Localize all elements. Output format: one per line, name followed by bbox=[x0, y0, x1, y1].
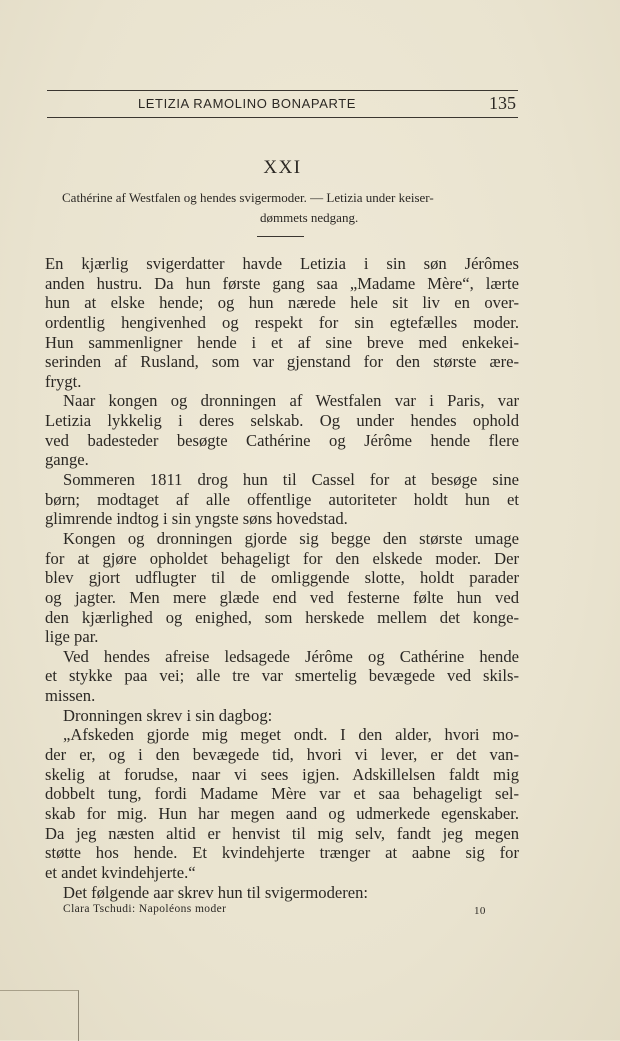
text-line: støtte hos hende. Et kvindehjerte trænger at aabne sig for bbox=[45, 843, 519, 863]
text-line: der er, og i den bevægede tid, hvori vi lever, er det van- bbox=[45, 745, 519, 765]
text-line: blev gjort udflugter til de omliggende slotte, holdt parader bbox=[45, 568, 519, 588]
text-line: dobbelt tung, fordi Madame Mère var et saa behageligt sel- bbox=[45, 784, 519, 804]
text-line: Dronningen skrev i sin dagbog: bbox=[63, 705, 273, 725]
text-line: Kongen og dronningen gjorde sig begge den største umage bbox=[63, 528, 519, 548]
text-line: hun at elske hende; og hun nærede hele sit liv en over- bbox=[45, 293, 519, 313]
text-line: lige par. bbox=[45, 627, 99, 647]
signature-mark: 10 bbox=[474, 905, 486, 917]
chapter-summary-line: dømmets nedgang. bbox=[260, 210, 359, 225]
running-head: LETIZIA RAMOLINO BONAPARTE bbox=[137, 96, 357, 111]
section-separator bbox=[257, 236, 304, 237]
header-rule-top bbox=[47, 90, 518, 91]
text-line: børn; modtaget af alle offentlige autoriteter holdt hun et bbox=[45, 489, 519, 509]
body-text bbox=[45, 254, 519, 902]
text-line: Naar kongen og dronningen af Westfalen var i Paris, var bbox=[63, 391, 519, 411]
chapter-number: XXI bbox=[263, 157, 302, 178]
page-number: 135 bbox=[489, 93, 516, 113]
page-footer bbox=[47, 903, 518, 923]
text-line: Da jeg næsten altid er henvist til mig selv, fandt jeg megen bbox=[45, 823, 519, 843]
text-line: frygt. bbox=[45, 371, 82, 391]
text-line: gange. bbox=[45, 450, 89, 470]
text-line: serinden af Rusland, som var gjenstand for den største ære- bbox=[45, 352, 519, 372]
text-line: og jagter. Men mere glæde end ved festerne følte hun ved bbox=[45, 587, 519, 607]
text-line: skab for mig. Hun har megen aand og udmerkede egenskaber. bbox=[45, 803, 519, 823]
text-line: „Afskeden gjorde mig meget ondt. I den alder, hvori mo- bbox=[63, 725, 519, 745]
text-line: Hun sammenligner hende i et af sine breve med enkekei- bbox=[45, 332, 519, 352]
text-line: ved badesteder besøgte Cathérine og Jérôme hende flere bbox=[45, 430, 519, 450]
text-line: Letizia lykkelig i deres selskab. Og under hendes ophold bbox=[45, 411, 519, 431]
text-line: missen. bbox=[45, 686, 96, 706]
scan-corner-mark bbox=[0, 990, 79, 1041]
chapter-summary-line: Cathérine af Westfalen og hendes svigermoder. — Letizia under keiser- bbox=[62, 190, 434, 205]
text-line: glimrende indtog i sin yngste søns hovedstad. bbox=[45, 509, 348, 529]
header-rule-bottom bbox=[47, 117, 518, 118]
text-line: skelig at forudse, naar vi sees igjen. Adskillelsen faldt mig bbox=[45, 764, 519, 784]
footer-credit: Clara Tschudi: Napoléons moder bbox=[63, 903, 227, 915]
text-line: anden hustru. Da hun første gang saa „Madame Mère“, lærte bbox=[45, 273, 519, 293]
text-line: Ved hendes afreise ledsagede Jérôme og Cathérine hende bbox=[63, 646, 519, 666]
text-line: Det følgende aar skrev hun til svigermoderen: bbox=[63, 882, 369, 902]
text-line: ordentlig hengivenhed og respekt for sin egtefælles moder. bbox=[45, 312, 519, 332]
text-line: En kjærlig svigerdatter havde Letizia i sin søn Jérômes bbox=[45, 254, 519, 273]
text-line: et andet kvindehjerte.“ bbox=[45, 862, 196, 882]
text-line: Sommeren 1811 drog hun til Cassel for at besøge sine bbox=[63, 470, 519, 490]
text-line: for at gjøre opholdet behageligt for den elskede moder. Der bbox=[45, 548, 519, 568]
chapter-summary bbox=[47, 188, 518, 228]
text-line: den kjærlighed og enighed, som herskede mellem det konge- bbox=[45, 607, 519, 627]
text-line: et stykke paa vei; alle tre var smertelig bevægede ved skils- bbox=[45, 666, 519, 686]
page-header bbox=[47, 93, 518, 115]
